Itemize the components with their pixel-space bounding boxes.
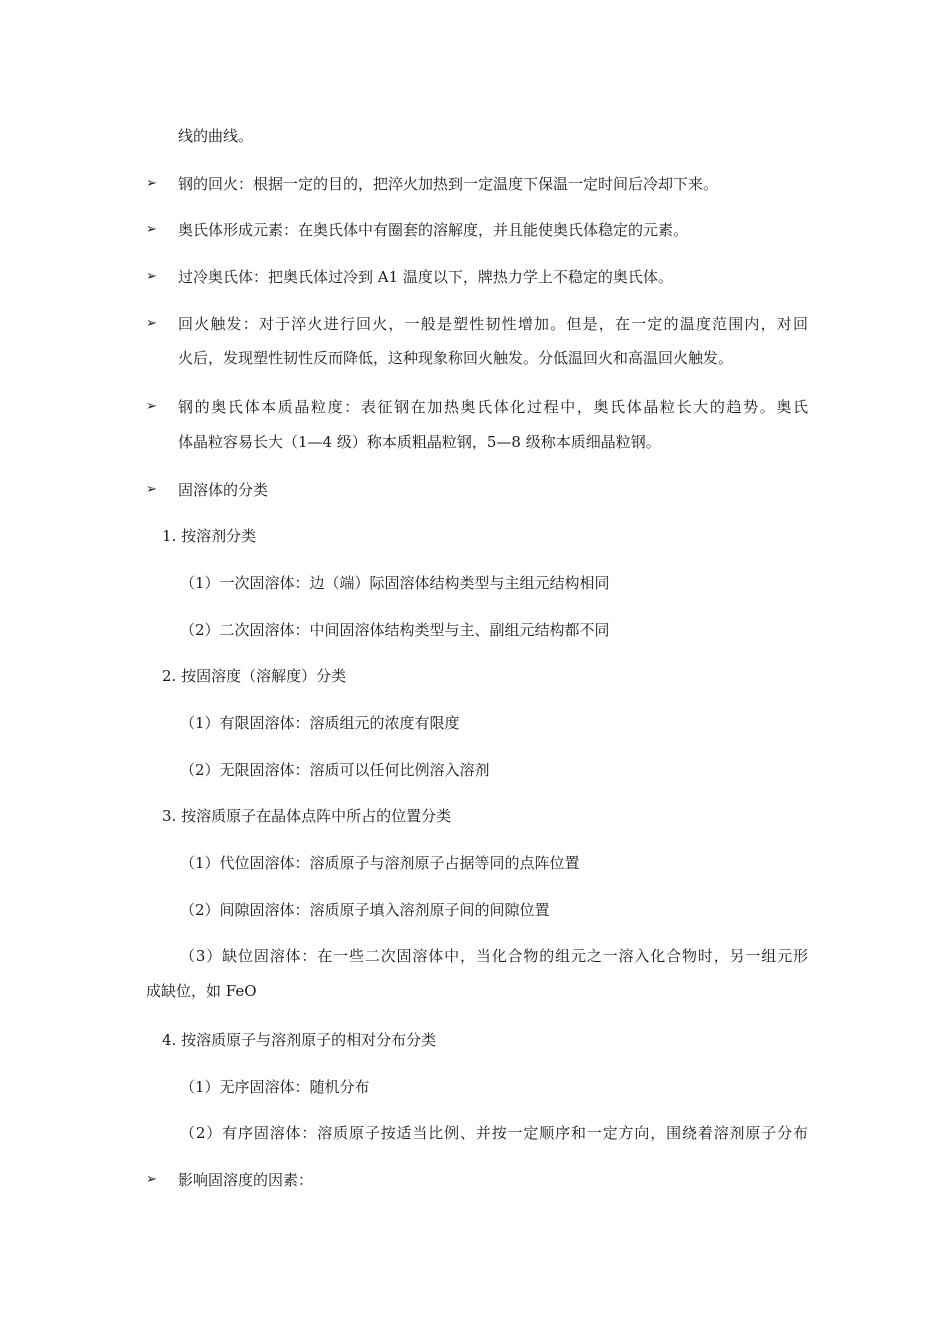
list-heading: 4. 按溶质原子与溶剂原子的相对分布分类: [162, 1031, 437, 1049]
text-line: （3）缺位固溶体：在一些二次固溶体中，当化合物的组元之一溶入化合物时，另一组元形: [180, 947, 808, 965]
arrow-bullet-icon: ➢: [146, 482, 157, 497]
text-line: 钢的回火：根据一定的目的，把淬火加热到一定温度下保温一定时间后冷却下来。: [178, 175, 719, 193]
text-line: 过冷奥氏体：把奥氏体过冷到 A1 温度以下，牌热力学上不稳定的奥氏体。: [178, 268, 673, 286]
arrow-bullet-icon: ➢: [146, 222, 157, 237]
arrow-bullet-icon: ➢: [146, 399, 157, 414]
text-line: 火后，发现塑性韧性反而降低，这种现象称回火触发。分低温回火和高温回火触发。: [178, 349, 734, 367]
text-line: 钢的奥氏体本质晶粒度：表征钢在加热奥氏体化过程中，奥氏体晶粒长大的趋势。奥氏: [178, 398, 808, 416]
section-heading: 影响固溶度的因素：: [178, 1171, 314, 1189]
list-item: （2）间隙固溶体：溶质原子填入溶剂原子间的间隙位置: [180, 901, 550, 919]
list-item: （1）有限固溶体：溶质组元的浓度有限度: [180, 714, 460, 732]
arrow-bullet-icon: ➢: [146, 316, 157, 331]
list-item: （2）无限固溶体：溶质可以任何比例溶入溶剂: [180, 761, 490, 779]
text-line: 回火触发：对于淬火进行回火，一般是塑性韧性增加。但是，在一定的温度范围内，对回: [178, 315, 808, 333]
arrow-bullet-icon: ➢: [146, 176, 157, 191]
list-item: （1）代位固溶体：溶质原子与溶剂原子占据等同的点阵位置: [180, 854, 580, 872]
list-item: （1）一次固溶体：边（端）际固溶体结构类型与主组元结构相同: [180, 574, 610, 592]
list-item: （2）二次固溶体：中间固溶体结构类型与主、副组元结构都不同: [180, 621, 610, 639]
list-item: （2）有序固溶体：溶质原子按适当比例、并按一定顺序和一定方向，围绕着溶剂原子分布: [180, 1124, 808, 1142]
list-heading: 3. 按溶质原子在晶体点阵中所占的位置分类: [162, 807, 452, 825]
text-line: 体晶粒容易长大（1—4 级）称本质粗晶粒钢，5—8 级称本质细晶粒钢。: [178, 433, 661, 451]
arrow-bullet-icon: ➢: [146, 1172, 157, 1187]
text-line: 成缺位，如 FeO: [146, 982, 257, 1000]
list-heading: 1. 按溶剂分类: [162, 527, 257, 545]
text-line: 线的曲线。: [178, 127, 254, 145]
list-item: （1）无序固溶体：随机分布: [180, 1078, 370, 1096]
text-line: 奥氏体形成元素：在奥氏体中有圈套的溶解度，并且能使奥氏体稳定的元素。: [178, 221, 689, 239]
arrow-bullet-icon: ➢: [146, 269, 157, 284]
section-heading: 固溶体的分类: [178, 481, 269, 499]
list-heading: 2. 按固溶度（溶解度）分类: [162, 667, 347, 685]
